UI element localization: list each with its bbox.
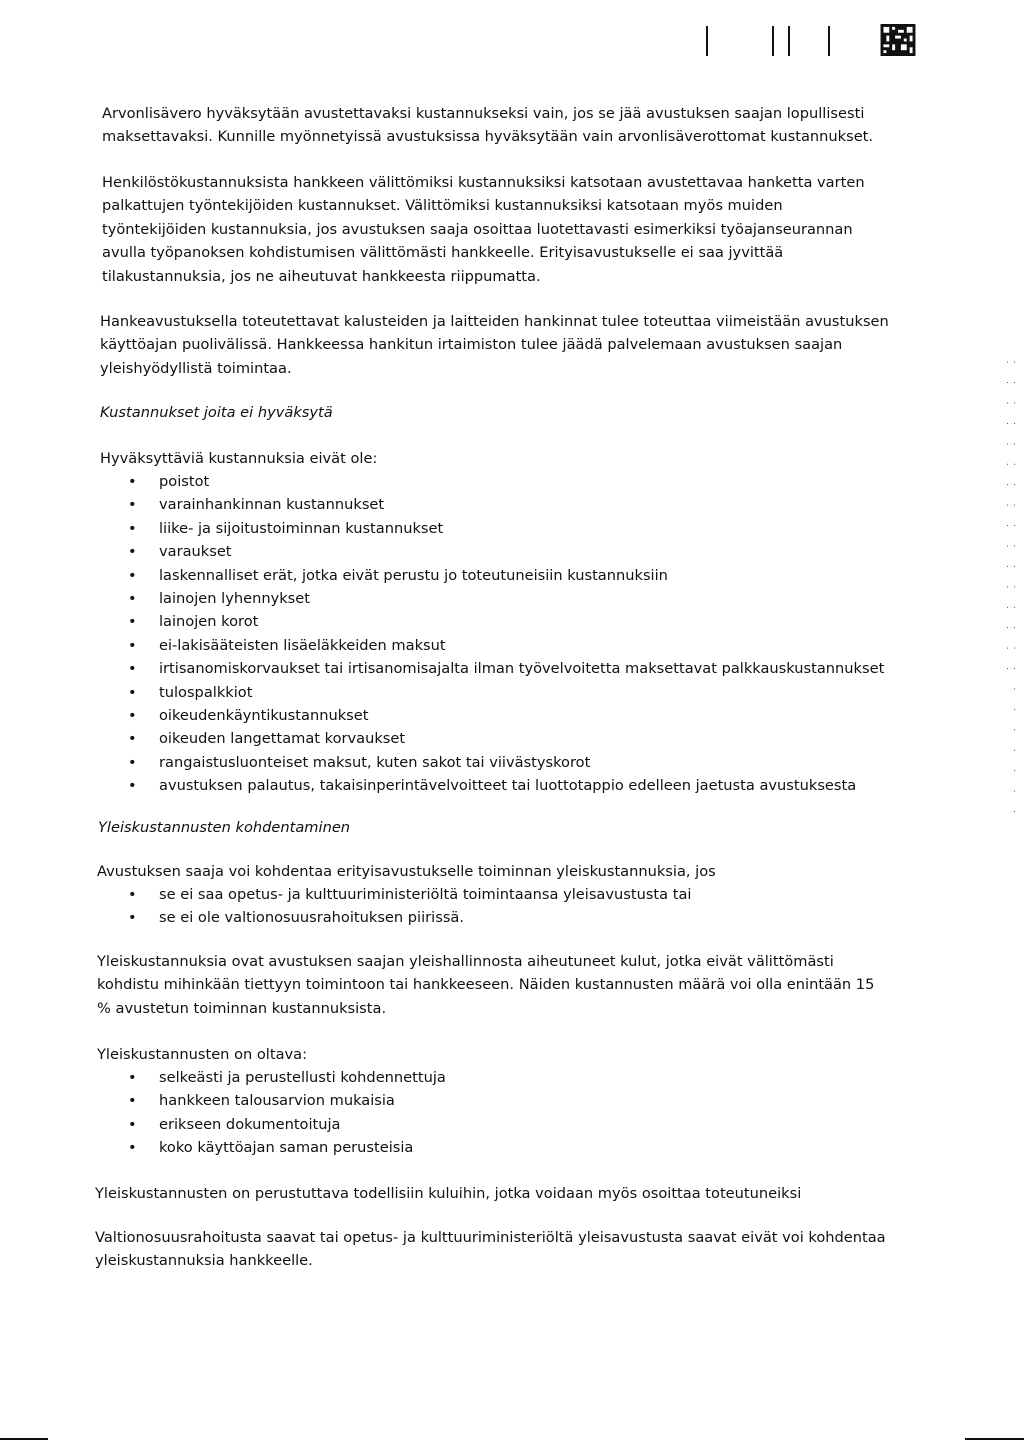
section-intro-non-eligible: Hyväksyttäviä kustannuksia eivät ole: bbox=[100, 450, 378, 467]
list-item: • lainojen korot bbox=[128, 610, 884, 633]
paragraph-equipment bbox=[100, 310, 889, 380]
list-item: • oikeuden langettamat korvaukset bbox=[128, 727, 884, 750]
list-item: • koko käyttöajan saman perusteisia bbox=[128, 1136, 446, 1159]
text-line: Henkilöstökustannuksista hankkeen välittömiksi kustannuksiksi katsotaan avustettavaa hanketta varten bbox=[102, 174, 865, 191]
paragraph-overhead-actual-costs bbox=[95, 1182, 801, 1205]
list-item: • avustuksen palautus, takaisinperintävelvoitteet tai luottotappio edelleen jaetusta avustuksesta bbox=[128, 774, 884, 797]
text-line: yleishyödyllistä toimintaa. bbox=[100, 359, 292, 377]
list-item: • oikeudenkäyntikustannukset bbox=[128, 704, 884, 727]
list-item: • se ei ole valtionosuusrahoituksen piirissä. bbox=[128, 906, 691, 929]
text-line: Yleiskustannuksia ovat avustuksen saajan yleishallinnosta aiheutuneet kulut, jotka eivät välittömästi bbox=[97, 953, 834, 970]
section-intro-overhead: Avustuksen saaja voi kohdentaa erityisavustukselle toiminnan yleiskustannuksia, jos bbox=[97, 863, 716, 880]
text-line: % avustetun toiminnan kustannuksista. bbox=[97, 999, 387, 1017]
list-item: • selkeästi ja perustellusti kohdennettuja bbox=[128, 1066, 446, 1089]
list-item: • hankkeen talousarvion mukaisia bbox=[128, 1089, 446, 1112]
text-line: Yleiskustannusten on perustuttava todellisiin kuluihin, jotka voidaan myös osoittaa toteutuneiksi bbox=[95, 1185, 802, 1202]
section-heading-non-eligible: Kustannukset joita ei hyväksytä bbox=[100, 404, 333, 421]
paragraph-overhead-definition bbox=[97, 950, 874, 1020]
paragraph-personnel-costs bbox=[102, 171, 865, 288]
paragraph-overhead-exclusion bbox=[95, 1226, 886, 1273]
footer-rule-right bbox=[965, 1438, 1024, 1440]
section-intro-overhead-requirements: Yleiskustannusten on oltava: bbox=[97, 1046, 308, 1063]
non-eligible-costs-list bbox=[128, 470, 884, 798]
list-item: • lainojen lyhennykset bbox=[128, 587, 884, 610]
text-line: yleiskustannuksia hankkeelle. bbox=[95, 1252, 313, 1270]
text-line: avulla työpanoksen kohdistumisen välittömästi hankkeelle. Erityisavustukselle ei saa jyvittää bbox=[102, 244, 784, 262]
barcode-marks bbox=[700, 24, 940, 58]
overhead-requirements-list bbox=[128, 1066, 446, 1160]
text-line: Valtionosuusrahoitusta saavat tai opetus- ja kulttuuriministeriöltä yleisavustusta saavat eivät voi kohdentaa bbox=[95, 1229, 886, 1246]
footer-rule-left bbox=[0, 1438, 48, 1440]
list-item: • varaukset bbox=[128, 540, 884, 563]
list-item: • erikseen dokumentoituja bbox=[128, 1113, 446, 1136]
text-line: Arvonlisävero hyväksytään avustettavaksi kustannukseksi vain, jos se jää avustuksen saajan lopullisesti bbox=[102, 105, 865, 122]
list-item: • laskennalliset erät, jotka eivät perustu jo toteutuneisiin kustannuksiin bbox=[128, 564, 884, 587]
text-line: palkattujen työntekijöiden kustannukset. Välittömiksi kustannuksiksi katsotaan myös muiden bbox=[102, 197, 783, 215]
list-item: • se ei saa opetus- ja kulttuuriministeriöltä toimintaansa yleisavustusta tai bbox=[128, 883, 691, 906]
text-line: Hankeavustuksella toteutettavat kalusteiden ja laitteiden hankinnat tulee toteuttaa viimeistään avustuksen bbox=[100, 313, 889, 330]
paragraph-vat bbox=[102, 102, 873, 149]
qr-code-icon bbox=[880, 24, 916, 56]
text-line: kohdistu mihinkään tiettyyn toimintoon tai hankkeeseen. Näiden kustannusten määrä voi olla enintään 15 bbox=[97, 976, 875, 994]
list-item: • poistot bbox=[128, 470, 884, 493]
list-item: • varainhankinnan kustannukset bbox=[128, 493, 884, 516]
text-line: työntekijöiden kustannuksia, jos avustuksen saaja osoittaa luotettavasti esimerkiksi työajanseurannan bbox=[102, 220, 853, 238]
list-item: • tulospalkkiot bbox=[128, 681, 884, 704]
list-item: • liike- ja sijoitustoiminnan kustannukset bbox=[128, 517, 884, 540]
text-line: tilakustannuksia, jos ne aiheutuvat hankkeesta riippumatta. bbox=[102, 267, 541, 285]
list-item: • irtisanomiskorvaukset tai irtisanomisajalta ilman työvelvoitetta maksettavat palkkauskustannukset bbox=[128, 657, 884, 680]
margin-print-marks: · · · · · · · · · · · · · · · · · · · · · · · · · · · · · · · · · · · · · · · bbox=[1003, 360, 1018, 820]
list-item: • rangaistusluonteiset maksut, kuten sakot tai viivästyskorot bbox=[128, 751, 884, 774]
text-line: maksettavaksi. Kunnille myönnetyissä avustuksissa hyväksytään vain arvonlisäverottomat kustannukset. bbox=[102, 128, 874, 146]
list-item: • ei-lakisääteisten lisäeläkkeiden maksut bbox=[128, 634, 884, 657]
overhead-conditions-list bbox=[128, 883, 691, 930]
text-line: käyttöajan puolivälissä. Hankkeessa hankitun irtaimiston tulee jäädä palvelemaan avustuksen saajan bbox=[100, 336, 843, 354]
section-heading-overhead: Yleiskustannusten kohdentaminen bbox=[98, 819, 351, 836]
